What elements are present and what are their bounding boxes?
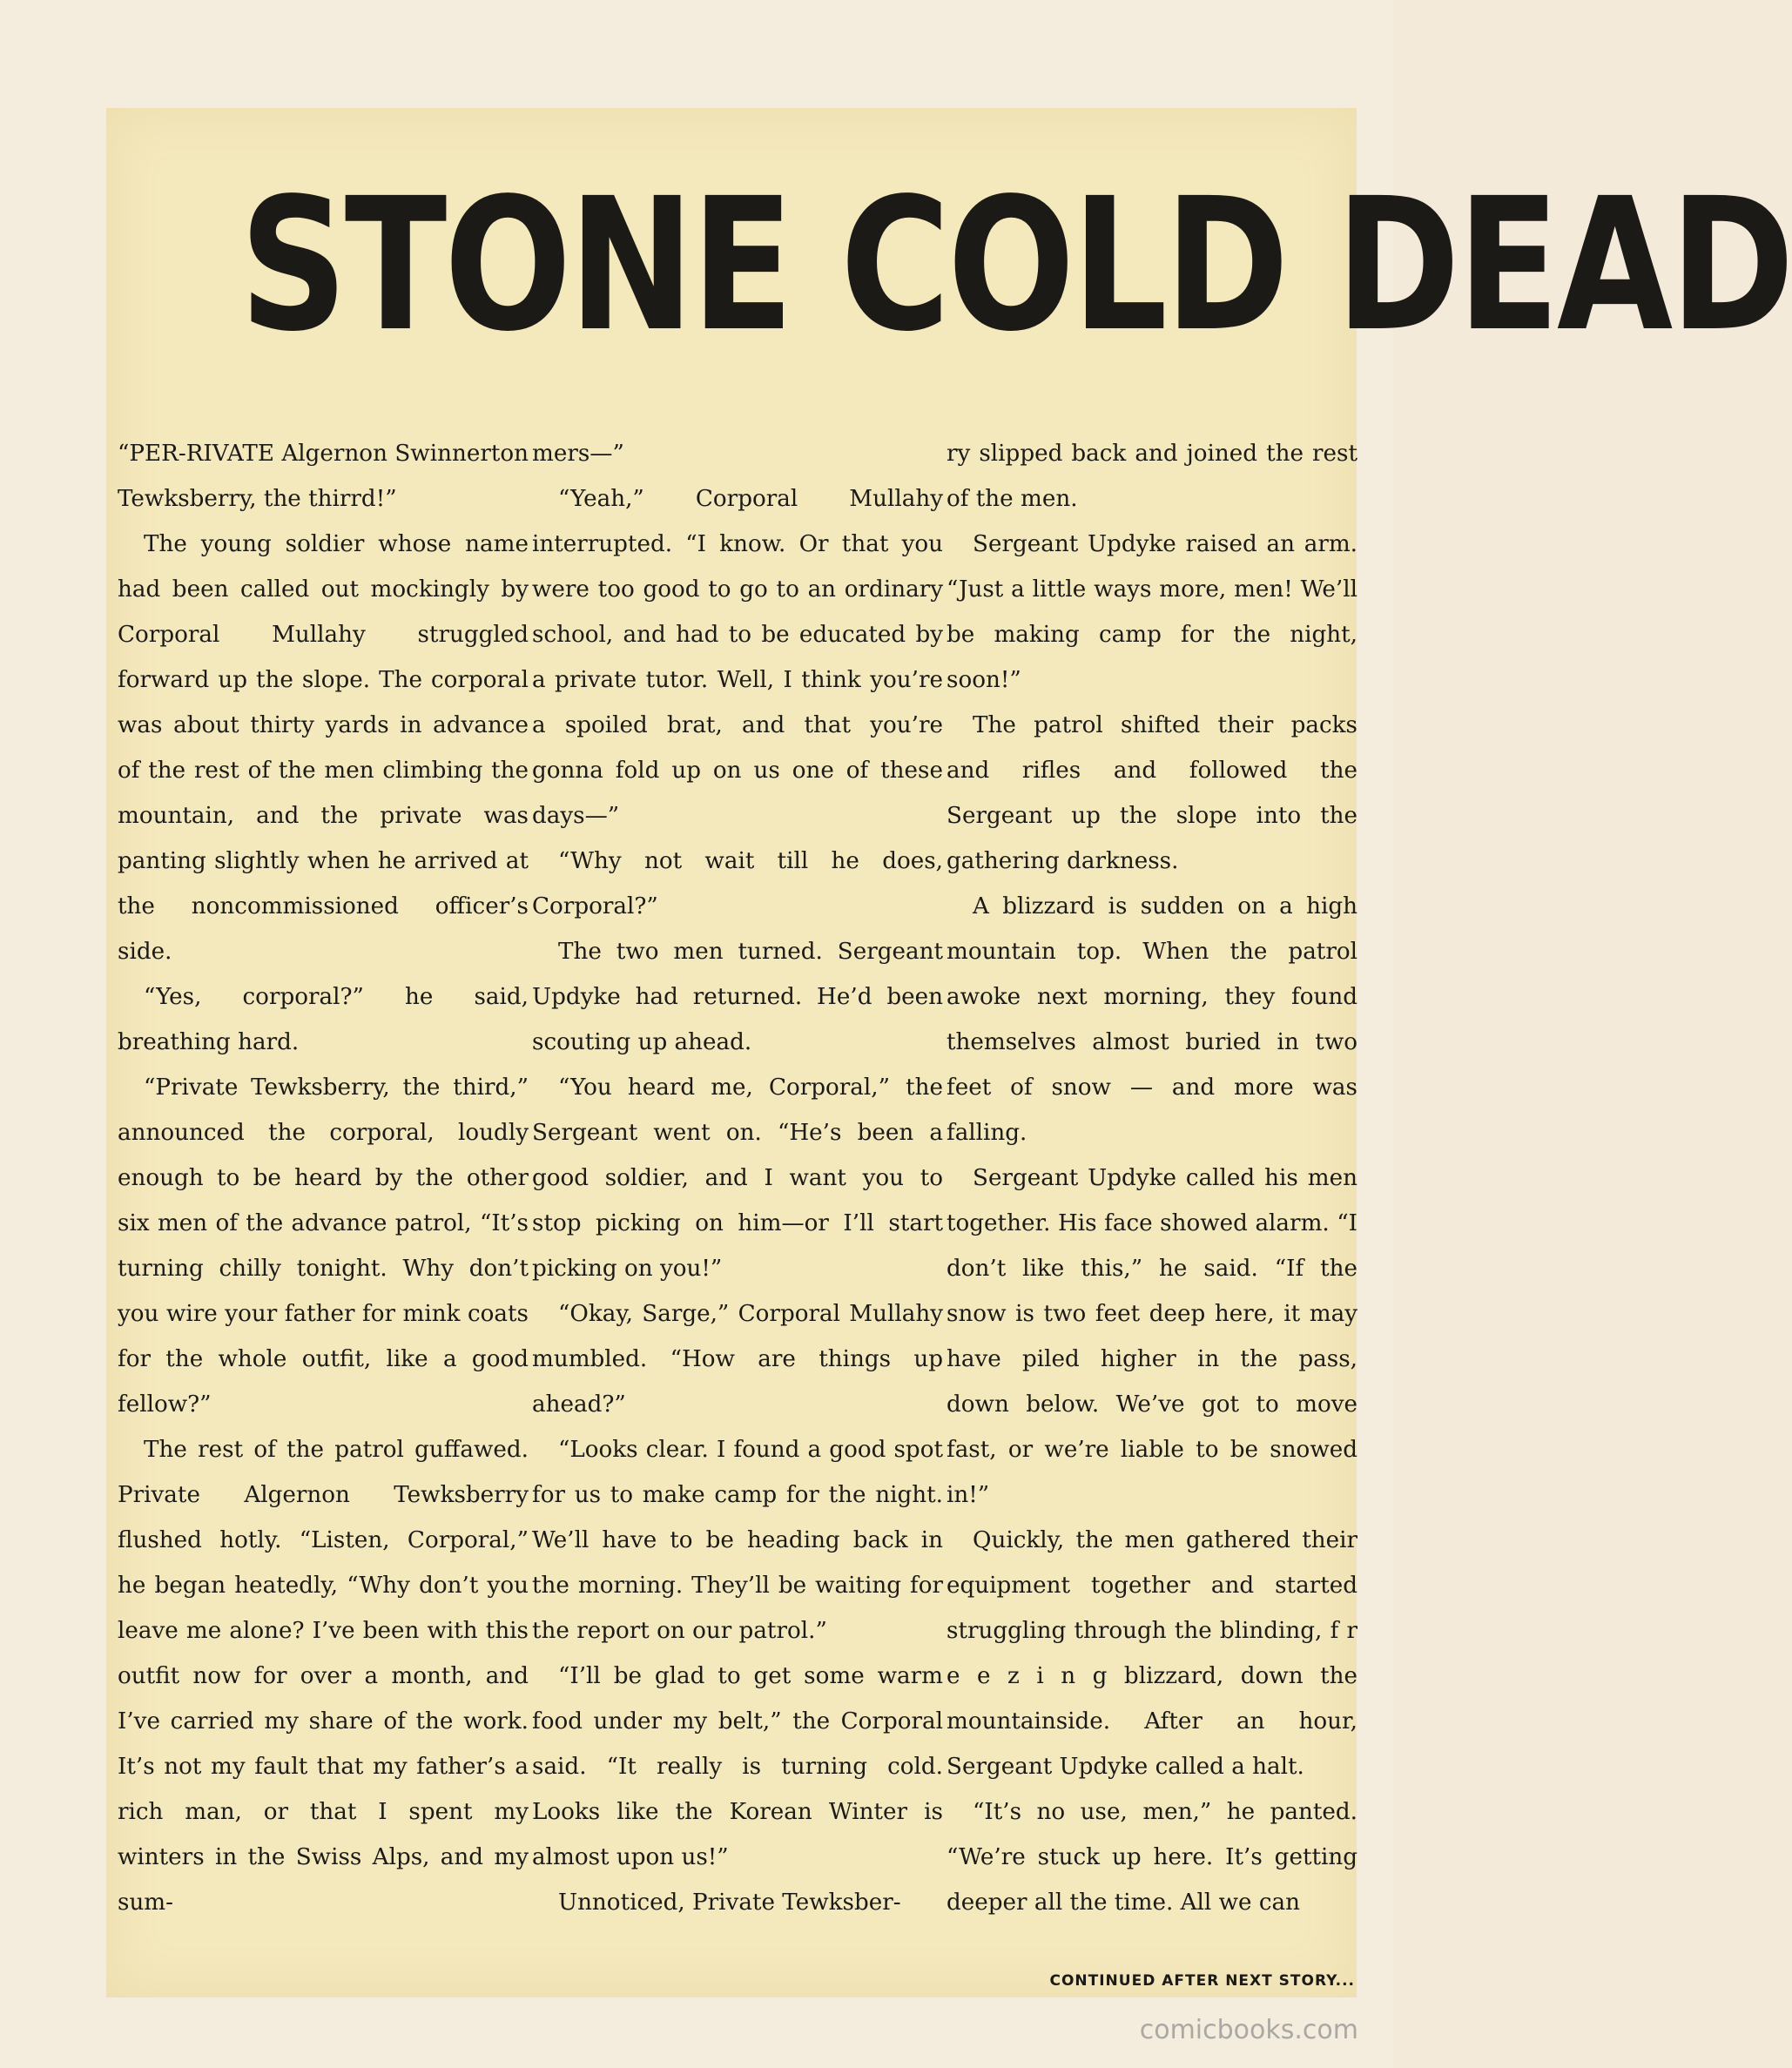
paragraph: The young soldier whose name had been called out mockingly by Corporal Mullahy struggled forward up the slope. The corporal was about thirty yards in advance of the rest of the men climbing the mountain, and the private was panting slightly when he arrived at the noncommissioned officer’s side. [118,531,529,965]
paragraph: “Why not wait till he does, Corporal?” [532,848,943,919]
continued-note: CONTINUED AFTER NEXT STORY... [1049,1972,1355,1990]
paragraph: “You heard me, Corporal,” the Sergeant went on. “He’s been a good soldier, and I want you to stop picking on him—or I’ll start picking on you!” [532,1074,943,1282]
paragraph: A blizzard is sudden on a high mountain top. When the patrol awoke next morning, they found themselves almost buried in two feet of snow — and more was falling. [947,893,1357,1146]
paragraph: Sergeant Updyke raised an arm. “Just a little ways more, men! We’ll be making camp for the night, soon!” [947,531,1357,693]
story-columns [118,431,1357,1990]
watermark: comicbooks.com [1139,2015,1358,2045]
paragraph: Unnoticed, Private Tewksber- [558,1889,901,1916]
paragraph: “Yes, corporal?” he said, breathing hard. [118,984,529,1055]
paragraph: mers—” [532,441,624,467]
paragraph: “PER-RIVATE Algernon Swinnerton Tewksberry, the thirrd!” [118,441,529,512]
paragraph: “It’s no use, men,” he panted. “We’re stuck up here. It’s getting deeper all the time. All we can [947,1799,1357,1916]
paragraph: “Okay, Sarge,” Corporal Mullahy mumbled. “How are things up ahead?” [532,1301,943,1418]
story-title: STONE COLD DEAD [239,158,1792,372]
paragraph: The patrol shifted their packs and rifles and followed the Sergeant up the slope into the gathering darkness. [947,712,1357,874]
text-column-3 [947,431,1357,1990]
text-column-2 [532,431,943,1990]
paragraph: Sergeant Updyke called his men together. His face showed alarm. “I don’t like this,” he said. “If the snow is two feet deep here, it may have piled higher in the pass, down below. We’ve got to move fast, or we’re liable to be snowed in!” [947,1165,1357,1508]
paragraph: The two men turned. Sergeant Updyke had returned. He’d been scouting up ahead. [532,939,943,1055]
paragraph: The rest of the patrol guffawed. Private Algernon Tewksberry flushed hotly. “Listen, Corporal,” he began heatedly, “Why don’t you leave me alone? I’ve been with this outfit now for over a month, and I’ve carried my share of the work. It’s not my fault that my father’s a rich man, or that I spent my winters in the Swiss Alps, and my sum- [118,1437,529,1916]
paragraph: Quickly, the men gathered their equipment together and started struggling through the blinding, f r e e z i n g blizzard, down the mountainside. After an hour, Sergeant Updyke called a halt. [947,1527,1357,1780]
paragraph: “I’ll be glad to get some warm food under my belt,” the Corporal said. “It really is turning cold. Looks like the Korean Winter is almost upon us!” [532,1663,943,1870]
paragraph: ry slipped back and joined the rest of the men. [947,441,1357,512]
text-column-1 [118,431,529,1990]
paragraph: “Private Tewksberry, the third,” announced the corporal, loudly enough to be heard by the other six men of the advance patrol, “It’s turning chilly tonight. Why don’t you wire your father for mink coats for the whole outfit, like a good fellow?” [118,1074,529,1418]
paragraph: “Looks clear. I found a good spot for us to make camp for the night. We’ll have to be heading back in the morning. They’ll be waiting for the report on our patrol.” [532,1437,943,1644]
paragraph: “Yeah,” Corporal Mullahy interrupted. “I know. Or that you were too good to go to an ordinary school, and had to be educated by a private tutor. Well, I think you’re a spoiled brat, and that you’re gonna fold up on us one of these days—” [532,486,943,829]
